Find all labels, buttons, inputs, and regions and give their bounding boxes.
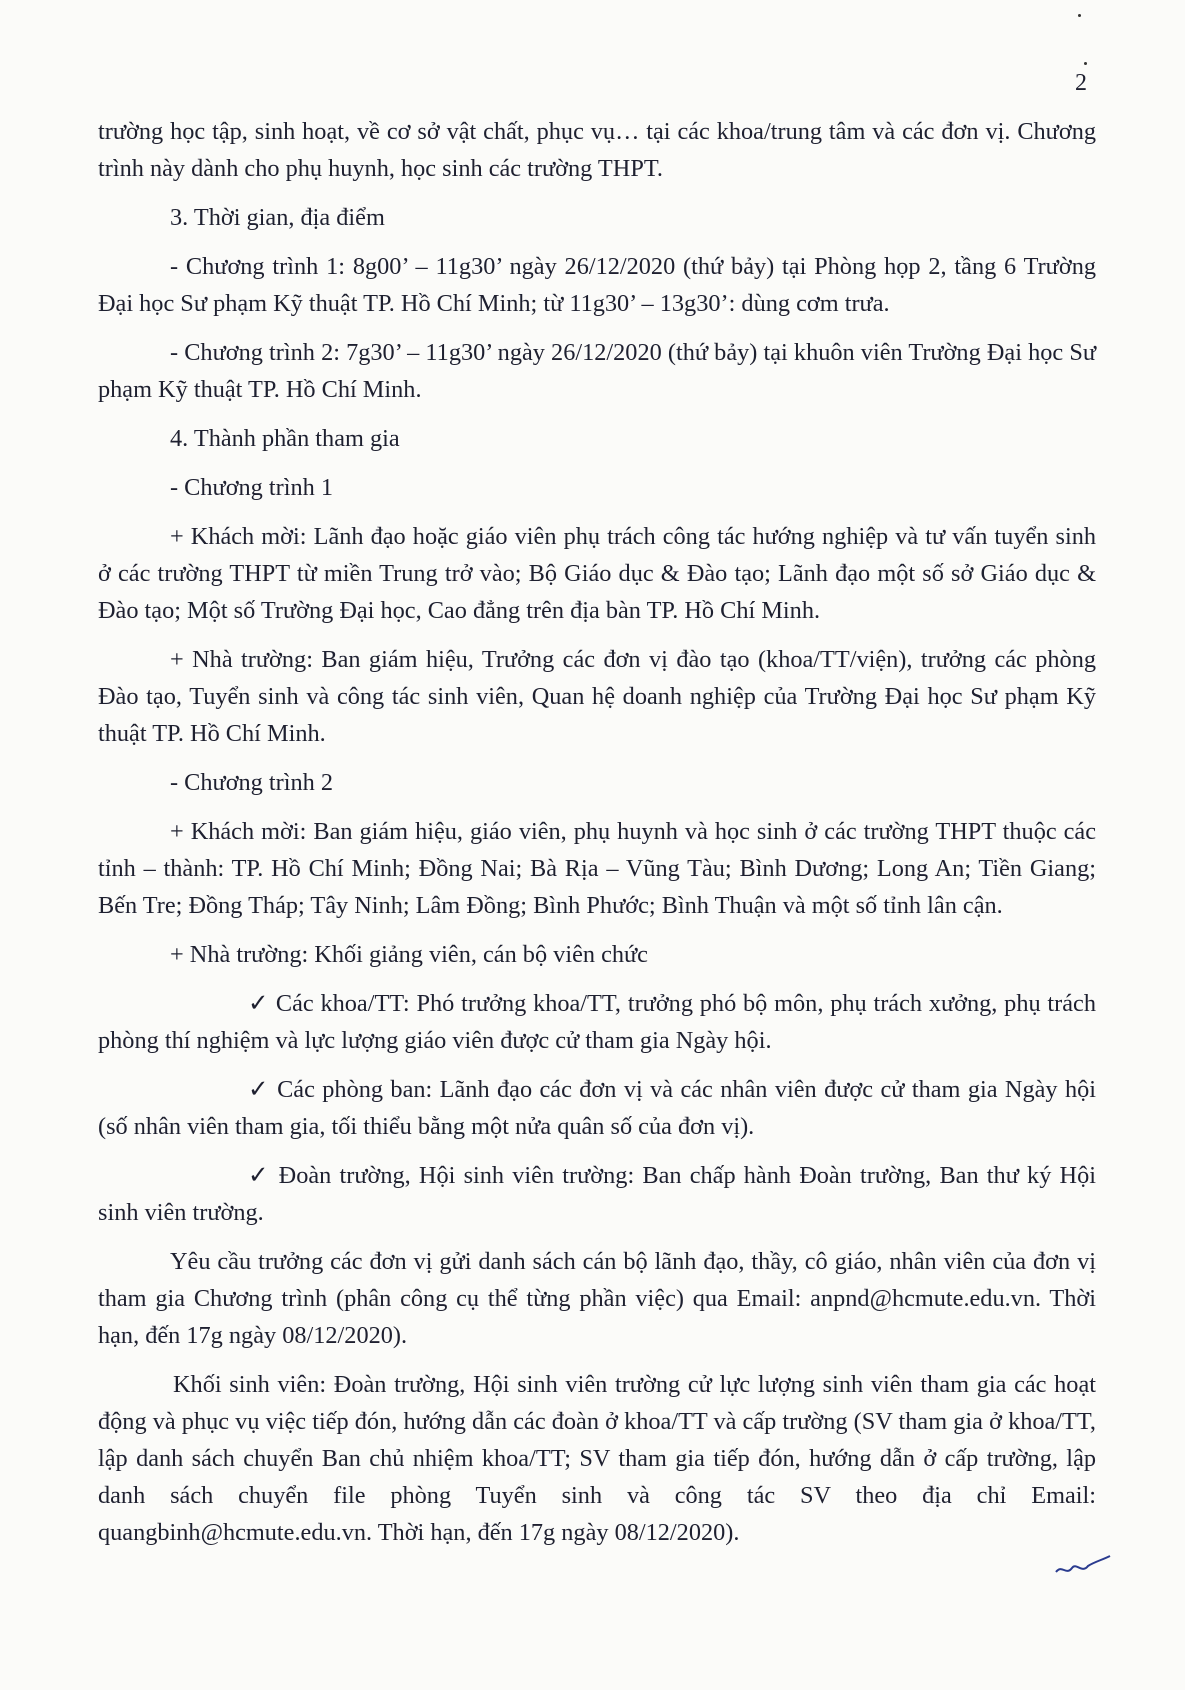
paragraph-intro-continuation: trường học tập, sinh hoạt, về cơ sở vật chất, phục vụ… tại các khoa/trung tâm và các đơn vị. Chương trình này dành cho phụ huynh, học sinh các trường THPT. [98, 118, 1096, 182]
paragraph-program-2-guests: + Khách mời: Ban giám hiệu, giáo viên, phụ huynh và học sinh ở các trường THPT thuộc các tỉnh – thành: TP. Hồ Chí Minh; Đồng Nai; Bà Rịa – Vũng Tàu; Bình Dương; Long An; Tiền Giang; Bến Tre; Đồng Tháp; Tây Ninh; Lâm Đồng; Bình Phước; Bình Thuận và một số tỉnh lân cận. [98, 818, 1096, 919]
paragraph-program-1-time: - Chương trình 1: 8g00’ – 11g30’ ngày 26/12/2020 (thứ bảy) tại Phòng họp 2, tầng 6 Trường Đại học Sư phạm Kỹ thuật TP. Hồ Chí Minh; từ 11g30’ – 13g30’: dùng cơm trưa. [98, 253, 1096, 317]
paragraph-program-1-guests: + Khách mời: Lãnh đạo hoặc giáo viên phụ trách công tác hướng nghiệp và tư vấn tuyển sinh ở các trường THPT từ miền Trung trở vào; Bộ Giáo dục & Đào tạo; Lãnh đạo một số sở Giáo dục & Đào tạo; Một số Trường Đại học, Cao đẳng trên địa bàn TP. Hồ Chí Minh. [98, 523, 1096, 624]
paragraph-program-2-time: - Chương trình 2: 7g30’ – 11g30’ ngày 26/12/2020 (thứ bảy) tại khuôn viên Trường Đại học Sư phạm Kỹ thuật TP. Hồ Chí Minh. [98, 339, 1096, 403]
page-number: 2 [1075, 70, 1087, 96]
paragraph-program-1-school: + Nhà trường: Ban giám hiệu, Trưởng các đơn vị đào tạo (khoa/TT/viện), trưởng các phòng Đào tạo, Tuyển sinh và công tác sinh viên, Quan hệ doanh nghiệp của Trường Đại học Sư phạm Kỹ thuật TP. Hồ Chí Minh. [98, 646, 1096, 747]
heading-time-location: 3. Thời gian, địa điểm [170, 204, 385, 231]
subheading-program-1: - Chương trình 1 [170, 474, 334, 501]
paragraph-program-2-school: + Nhà trường: Khối giảng viên, cán bộ viên chức [170, 941, 648, 968]
subheading-program-2: - Chương trình 2 [170, 769, 334, 796]
scan-speck [1078, 14, 1081, 17]
handwritten-initial-mark [1052, 1552, 1112, 1582]
check-item-faculties: ✓ Các khoa/TT: Phó trưởng khoa/TT, trưởng phó bộ môn, phụ trách xưởng, phụ trách phòng thí nghiệm và lực lượng giáo viên được cử tham gia Ngày hội. [98, 990, 1096, 1054]
check-item-youth-union: ✓ Đoàn trường, Hội sinh viên trường: Ban chấp hành Đoàn trường, Ban thư ký Hội sinh viên trường. [98, 1162, 1096, 1226]
scan-speck [1084, 62, 1087, 65]
paragraph-staff-request: Yêu cầu trưởng các đơn vị gửi danh sách cán bộ lãnh đạo, thầy, cô giáo, nhân viên của đơn vị tham gia Chương trình (phân công cụ thể từng phần việc) qua Email: anpnd@hcmute.edu.vn. Thời hạn, đến 17g ngày 08/12/2020). [98, 1248, 1096, 1349]
check-item-departments: ✓ Các phòng ban: Lãnh đạo các đơn vị và các nhân viên được cử tham gia Ngày hội (số nhân viên tham gia, tối thiểu bằng một nửa quân số của đơn vị). [98, 1076, 1096, 1140]
document-body [98, 113, 1096, 1563]
paragraph-student-block: Khối sinh viên: Đoàn trường, Hội sinh viên trường cử lực lượng sinh viên tham gia các hoạt động và phục vụ việc tiếp đón, hướng dẫn các đoàn ở khoa/TT và cấp trường (SV tham gia ở khoa/TT, lập danh sách chuyển Ban chủ nhiệm khoa/TT; SV tham gia tiếp đón, hướng dẫn ở cấp trường, lập danh sách chuyển file phòng Tuyển sinh và công tác SV theo địa chỉ Email: quangbinh@hcmute.edu.vn. Thời hạn, đến 17g ngày 08/12/2020). [98, 1371, 1096, 1546]
heading-participants: 4. Thành phần tham gia [170, 425, 400, 452]
